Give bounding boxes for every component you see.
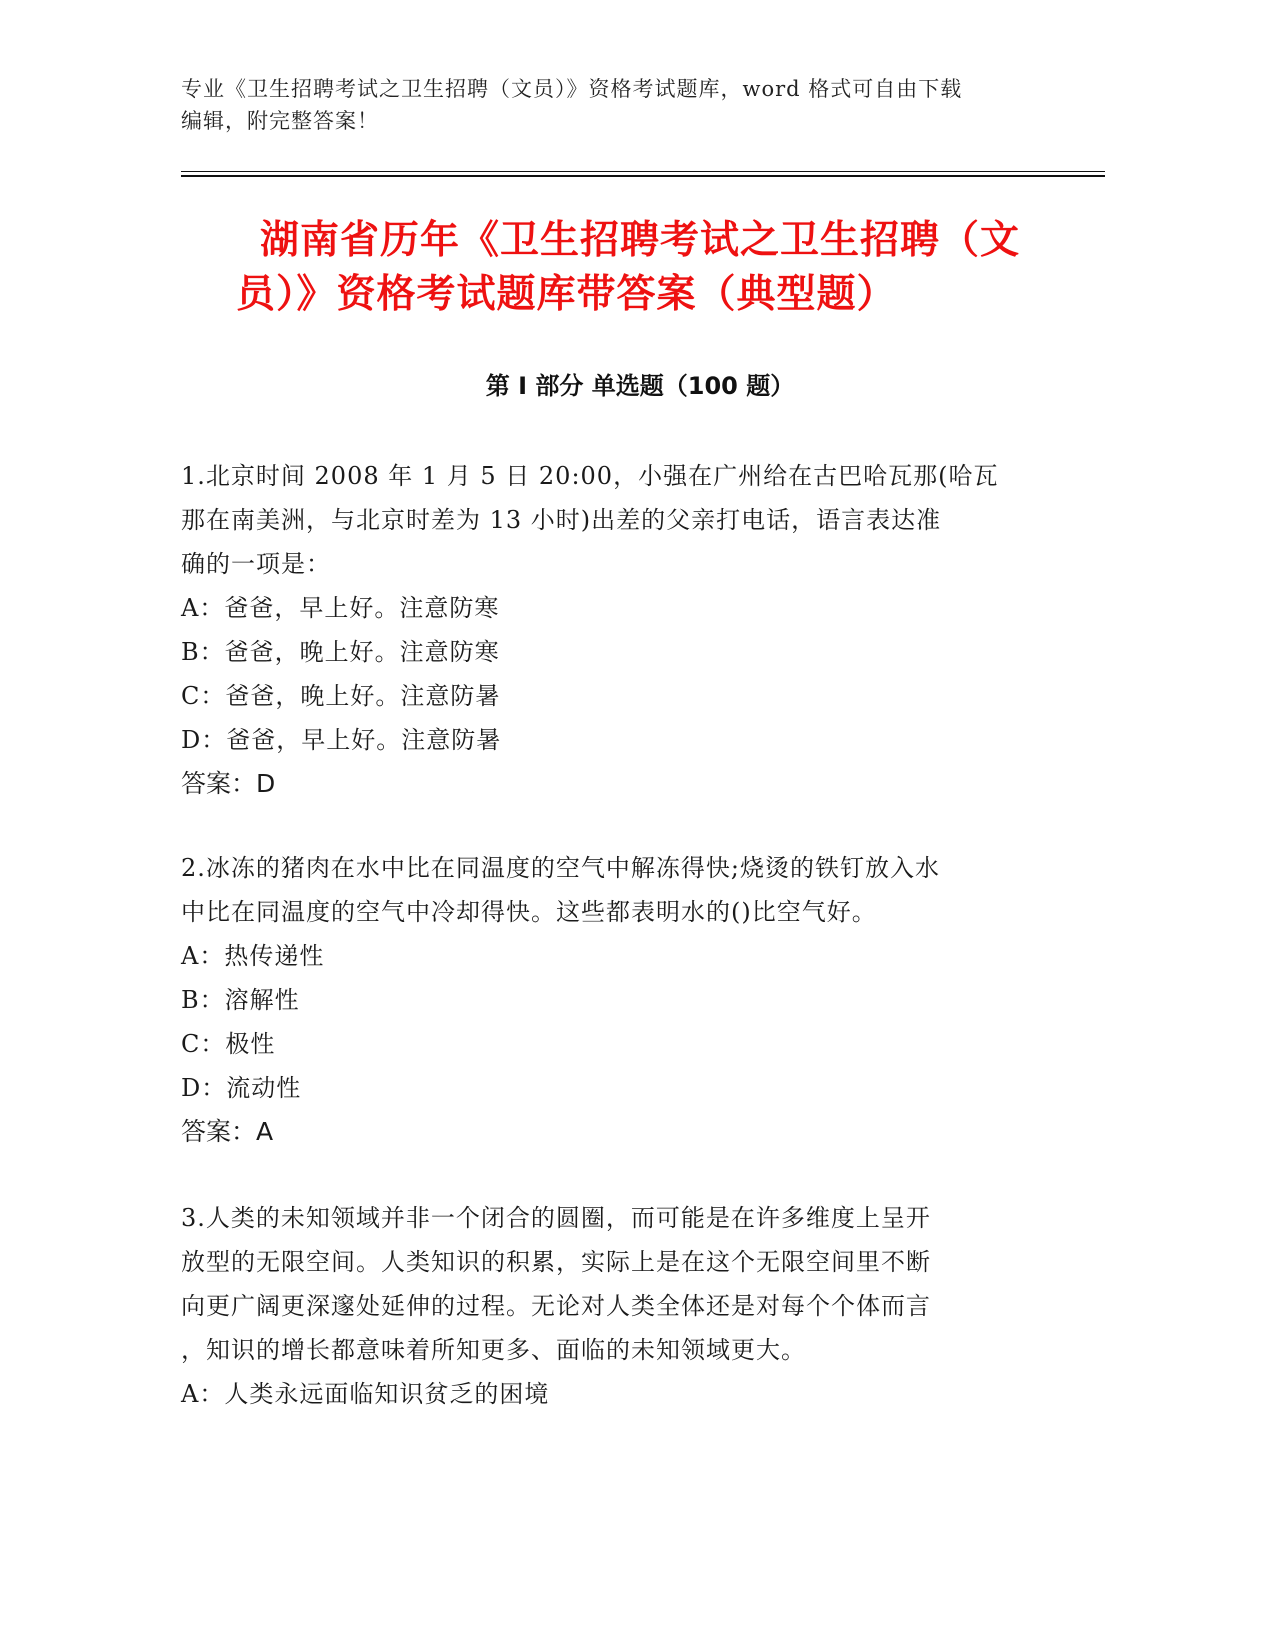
question-2: [181, 846, 1061, 1154]
option-c: C：极性: [181, 1030, 276, 1058]
question-1: [181, 454, 1061, 806]
question-3: [181, 1196, 1061, 1416]
header-note-line: 编辑，附完整答案！: [181, 109, 379, 133]
header-divider-thin: [181, 171, 1105, 172]
header-note: [181, 73, 1041, 137]
document-title-line: 员）》资格考试题库带答案（典型题）: [236, 272, 897, 317]
header-divider-thick: [181, 175, 1105, 177]
option-b: B：溶解性: [181, 986, 300, 1014]
answer-line: 答案：A: [181, 1117, 274, 1146]
question-stem-line: 3.人类的未知领域并非一个闭合的圆圈，而可能是在许多维度上呈开: [181, 1204, 931, 1232]
question-stem-line: ，知识的增长都意味着所知更多、面临的未知领域更大。: [181, 1336, 806, 1364]
section-heading: 第 I 部分 单选题（100 题）: [485, 372, 795, 400]
header-note-line: 专业《卫生招聘考试之卫生招聘（文员）》资格考试题库，word 格式可自由下载: [181, 77, 963, 101]
question-stem-line: 放型的无限空间。人类知识的积累，实际上是在这个无限空间里不断: [181, 1248, 931, 1276]
option-d: D：爸爸，早上好。注意防暑: [181, 726, 502, 754]
question-stem-line: 确的一项是：: [181, 550, 331, 578]
document-title: [180, 214, 1100, 322]
answer-line: 答案：D: [181, 769, 276, 798]
question-stem-line: 2.冰冻的猪肉在水中比在同温度的空气中解冻得快;烧烫的铁钉放入水: [181, 854, 940, 882]
question-stem-line: 中比在同温度的空气中冷却得快。这些都表明水的()比空气好。: [181, 898, 877, 926]
document-title-line: 湖南省历年《卫生招聘考试之卫生招聘（文: [259, 218, 1020, 263]
question-stem-line: 1.北京时间 2008 年 1 月 5 日 20:00，小强在广州给在古巴哈瓦那(哈瓦: [181, 462, 999, 490]
question-stem-line: 那在南美洲，与北京时差为 13 小时)出差的父亲打电话，语言表达准: [181, 506, 942, 534]
option-a: A：爸爸，早上好。注意防寒: [181, 594, 500, 622]
option-a: A：人类永远面临知识贫乏的困境: [181, 1380, 550, 1408]
option-d: D：流动性: [181, 1074, 302, 1102]
option-c: C：爸爸，晚上好。注意防暑: [181, 682, 501, 710]
option-a: A：热传递性: [181, 942, 325, 970]
option-b: B：爸爸，晚上好。注意防寒: [181, 638, 500, 666]
question-stem-line: 向更广阔更深邃处延伸的过程。无论对人类全体还是对每个个体而言: [181, 1292, 931, 1320]
